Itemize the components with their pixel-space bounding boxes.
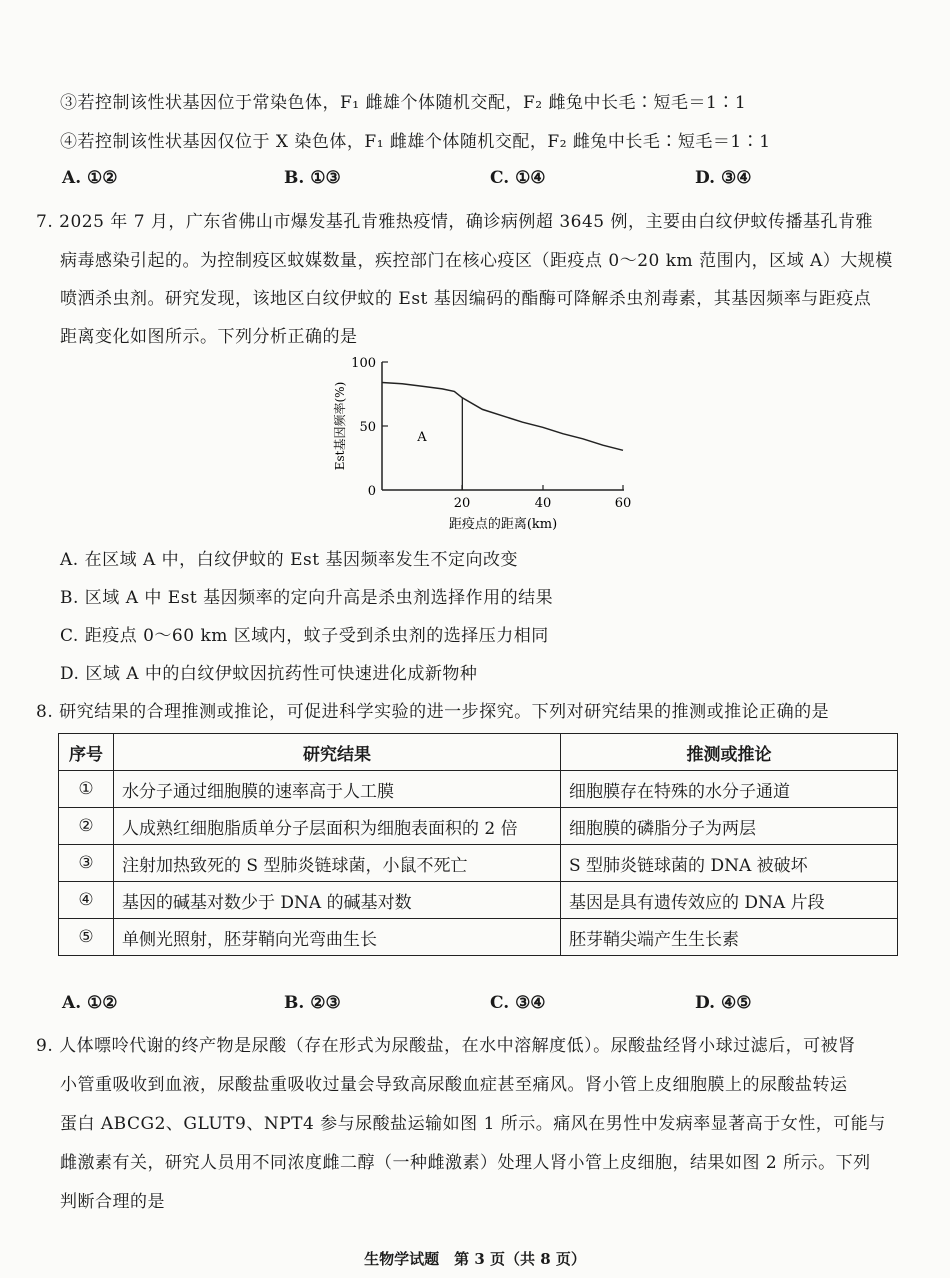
x-axis-label: 距疫点的距离(km)	[448, 517, 558, 532]
row-index: ①	[59, 771, 114, 808]
x-tick-label-60: 60	[614, 496, 632, 511]
table-row	[59, 882, 898, 919]
region-a-label: A	[417, 430, 427, 445]
q8-option-c[interactable]: C. ③④	[490, 993, 546, 1013]
row-result: 单侧光照射，胚芽鞘向光弯曲生长	[114, 919, 561, 956]
row-result: 基因的碱基对数少于 DNA 的碱基对数	[114, 882, 561, 919]
y-tick-label-50: 50	[359, 420, 376, 435]
q7-option-d[interactable]: D. 区域 A 中的白纹伊蚊因抗药性可快速进化成新物种	[60, 664, 478, 684]
table-row	[59, 808, 898, 845]
q7-stem-line-2: 病毒感染引起的。为控制疫区蚊媒数量，疾控部门在核心疫区（距疫点 0～20 km 范围内，区域 A）大规模	[60, 251, 893, 271]
q9-stem-line-1: 9. 人体嘌呤代谢的终产物是尿酸（存在形式为尿酸盐，在水中溶解度低）。尿酸盐经肾小球过滤后，可被肾	[36, 1036, 856, 1056]
q7-option-b[interactable]: B. 区域 A 中 Est 基因频率的定向升高是杀虫剂选择作用的结果	[60, 588, 554, 608]
q9-stem-line-3: 蛋白 ABCG2、GLUT9、NPT4 参与尿酸盐运输如图 1 所示。痛风在男性中发病率显著高于女性，可能与	[60, 1114, 886, 1134]
header-index: 序号	[59, 734, 114, 771]
q7-stem-line-4: 距离变化如图所示。下列分析正确的是	[60, 327, 358, 347]
row-result: 水分子通过细胞膜的速率高于人工膜	[114, 771, 561, 808]
q7-option-c[interactable]: C. 距疫点 0～60 km 区域内，蚊子受到杀虫剂的选择压力相同	[60, 626, 549, 646]
row-result: 人成熟红细胞脂质单分子层面积为细胞表面积的 2 倍	[114, 808, 561, 845]
x-tick-label-40: 40	[534, 496, 552, 511]
y-tick-label-100: 100	[351, 356, 376, 371]
y-axis-label: Est基因频率(%)	[333, 381, 347, 471]
q6-option-b[interactable]: B. ①③	[284, 168, 341, 188]
q8-stem: 8. 研究结果的合理推测或推论，可促进科学实验的进一步探究。下列对研究结果的推测或推论正确的是	[36, 702, 830, 722]
row-inference: 基因是具有遗传效应的 DNA 片段	[561, 882, 898, 919]
x-tick-label-20: 20	[453, 496, 471, 511]
q8-option-b[interactable]: B. ②③	[284, 993, 341, 1013]
row-inference: 胚芽鞘尖端产生生长素	[561, 919, 898, 956]
table-row	[59, 845, 898, 882]
page-footer: 生物学试题 第 3 页（共 8 页）	[364, 1250, 586, 1268]
q7-stem-line-1: 7. 2025 年 7 月，广东省佛山市爆发基孔肯雅热疫情，确诊病例超 3645 例，主要由白纹伊蚊传播基孔肯雅	[36, 212, 873, 232]
chart-svg	[322, 350, 642, 535]
q9-stem-line-5: 判断合理的是	[60, 1192, 165, 1212]
header-inference: 推测或推论	[561, 734, 898, 771]
est-frequency-chart	[322, 350, 642, 535]
q7-option-a[interactable]: A. 在区域 A 中，白纹伊蚊的 Est 基因频率发生不定向改变	[60, 550, 518, 570]
row-inference: 细胞膜的磷脂分子为两层	[561, 808, 898, 845]
row-inference: 细胞膜存在特殊的水分子通道	[561, 771, 898, 808]
row-inference: S 型肺炎链球菌的 DNA 被破坏	[561, 845, 898, 882]
row-result: 注射加热致死的 S 型肺炎链球菌，小鼠不死亡	[114, 845, 561, 882]
q6-option-a[interactable]: A. ①②	[62, 168, 118, 188]
header-result: 研究结果	[114, 734, 561, 771]
research-results-table	[58, 733, 898, 956]
y-tick-label-0: 0	[367, 484, 376, 499]
q9-stem-line-2: 小管重吸收到血液，尿酸盐重吸收过量会导致高尿酸血症甚至痛风。肾小管上皮细胞膜上的尿酸盐转运	[60, 1075, 848, 1095]
table-row	[59, 919, 898, 956]
table-row	[59, 771, 898, 808]
row-index: ②	[59, 808, 114, 845]
q8-option-d[interactable]: D. ④⑤	[695, 993, 752, 1013]
q6-item-3: ③若控制该性状基因位于常染色体，F₁ 雌雄个体随机交配，F₂ 雌兔中长毛∶短毛＝1∶1	[60, 93, 747, 113]
q6-item-4: ④若控制该性状基因仅位于 X 染色体，F₁ 雌雄个体随机交配，F₂ 雌兔中长毛∶短毛＝1∶1	[60, 132, 771, 152]
q9-stem-line-4: 雌激素有关，研究人员用不同浓度雌二醇（一种雌激素）处理人肾小管上皮细胞，结果如图 2 所示。下列	[60, 1153, 871, 1173]
q6-option-c[interactable]: C. ①④	[490, 168, 546, 188]
table-header-row	[59, 734, 898, 771]
row-index: ④	[59, 882, 114, 919]
q7-stem-line-3: 喷洒杀虫剂。研究发现，该地区白纹伊蚊的 Est 基因编码的酯酶可降解杀虫剂毒素，其基因频率与距疫点	[60, 289, 872, 309]
row-index: ⑤	[59, 919, 114, 956]
q8-option-a[interactable]: A. ①②	[62, 993, 118, 1013]
row-index: ③	[59, 845, 114, 882]
q6-option-d[interactable]: D. ③④	[695, 168, 752, 188]
